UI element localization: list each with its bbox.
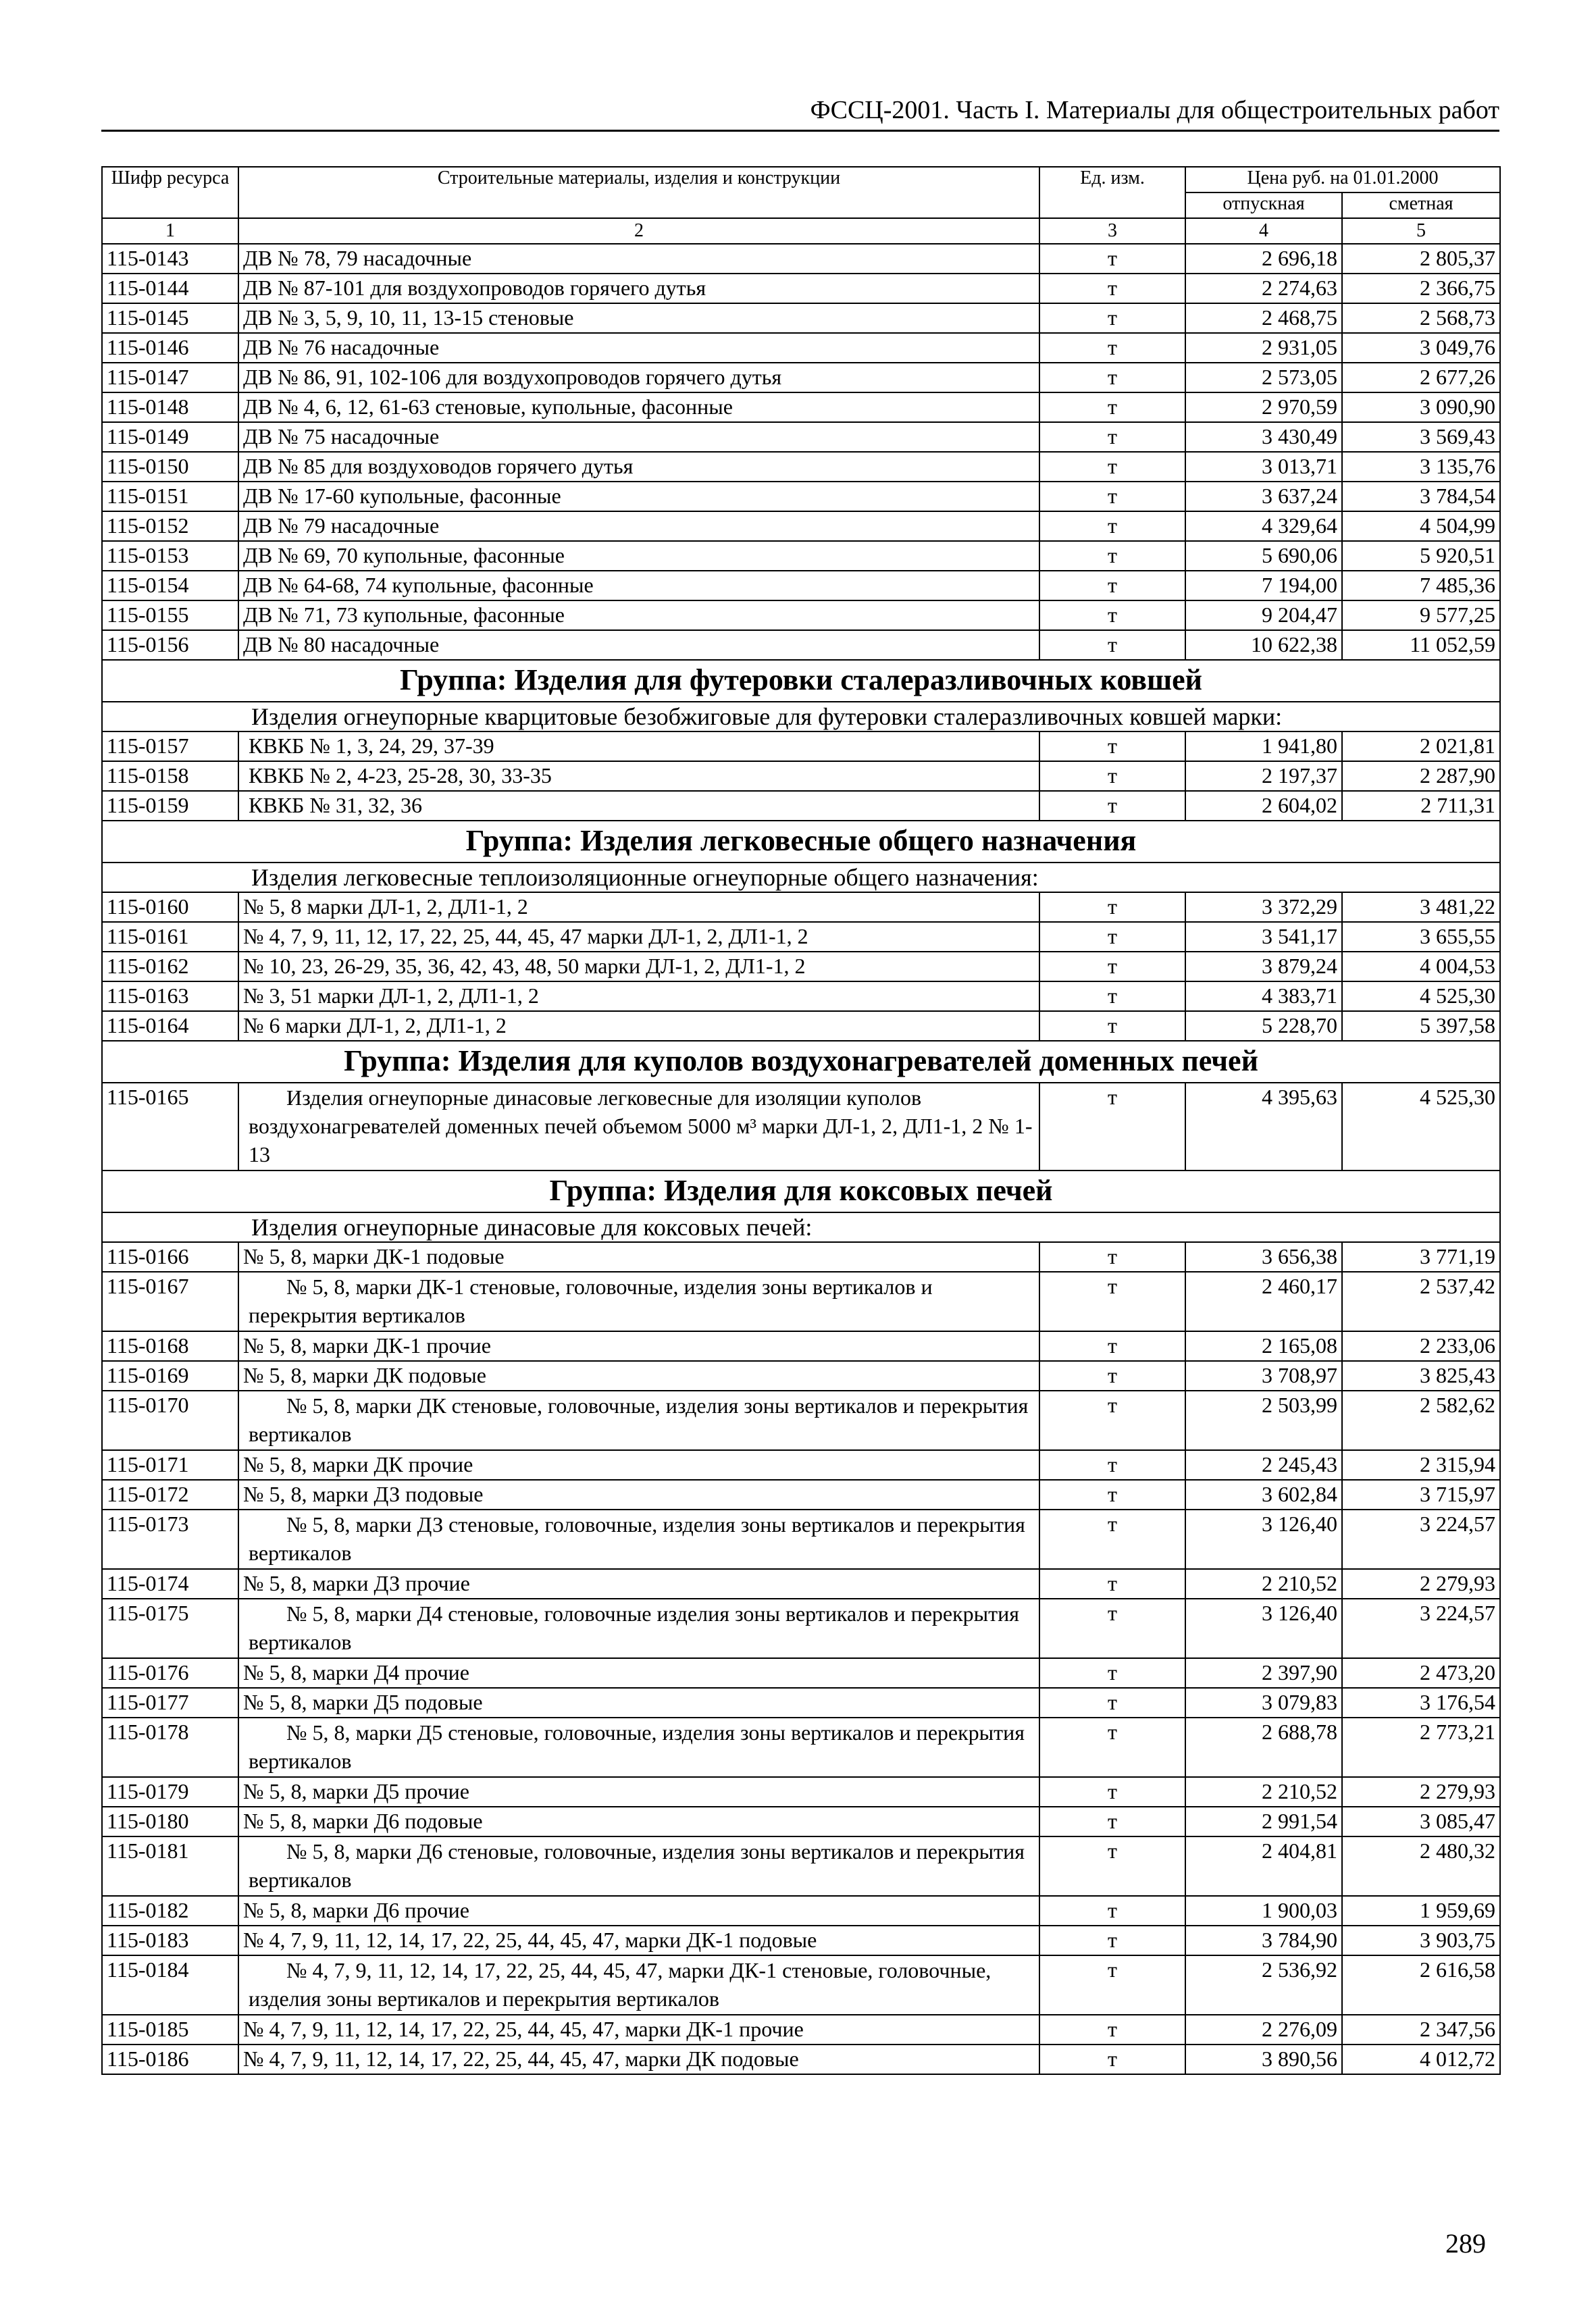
resource-code-cell: 115-0161 (102, 922, 238, 952)
page-number: 289 (1445, 2228, 1486, 2259)
release-price-cell: 2 688,78 (1185, 1718, 1342, 1777)
table-row (102, 1599, 1500, 1658)
unit-cell: т (1039, 2015, 1185, 2045)
table-row (102, 1391, 1500, 1450)
estimate-price-cell: 3 176,54 (1342, 1688, 1500, 1718)
subheading-row (102, 863, 1500, 892)
table-row (102, 731, 1500, 761)
table-row (102, 791, 1500, 821)
estimate-price-cell: 3 784,54 (1342, 482, 1500, 511)
resource-code-cell: 115-0167 (102, 1272, 238, 1331)
unit-cell: т (1039, 1955, 1185, 2015)
unit-cell: т (1039, 1480, 1185, 1510)
unit-cell: т (1039, 1272, 1185, 1331)
release-price-cell: 5 690,06 (1185, 541, 1342, 571)
table-row (102, 892, 1500, 922)
unit-cell: т (1039, 1718, 1185, 1777)
estimate-price-cell: 2 568,73 (1342, 303, 1500, 333)
estimate-price-cell: 5 920,51 (1342, 541, 1500, 571)
estimate-price-cell: 3 771,19 (1342, 1242, 1500, 1272)
group-heading: Группа: Изделия легковесные общего назначения (102, 821, 1500, 863)
subheading-row (102, 1212, 1500, 1242)
release-price-cell: 2 245,43 (1185, 1450, 1342, 1480)
unit-cell: т (1039, 1688, 1185, 1718)
resource-code-cell: 115-0181 (102, 1836, 238, 1896)
resource-code-cell: 115-0151 (102, 482, 238, 511)
table-row (102, 1480, 1500, 1510)
material-name-cell: № 4, 7, 9, 11, 12, 14, 17, 22, 25, 44, 45, 47, марки ДК-1 стеновые, головочные, изделия зоны вертикалов и перекрытия вертикалов (238, 1955, 1039, 2015)
unit-cell: т (1039, 1331, 1185, 1361)
material-name-cell: № 5, 8, марки ДК-1 стеновые, головочные, изделия зоны вертикалов и перекрытия вертикалов (238, 1272, 1039, 1331)
material-name-cell: ДВ № 85 для воздуховодов горячего дутья (238, 452, 1039, 482)
estimate-price-cell: 11 052,59 (1342, 630, 1500, 660)
release-price-cell: 3 708,97 (1185, 1361, 1342, 1391)
table-row (102, 1011, 1500, 1041)
unit-cell: т (1039, 791, 1185, 821)
table-row (102, 1926, 1500, 1955)
column-numbers-row (102, 218, 1500, 244)
group-heading: Группа: Изделия для футеровки сталеразливочных ковшей (102, 660, 1500, 702)
resource-code-cell: 115-0152 (102, 511, 238, 541)
resource-code-cell: 115-0170 (102, 1391, 238, 1450)
material-name-cell: ДВ № 87-101 для воздухопроводов горячего дутья (238, 274, 1039, 303)
unit-cell: т (1039, 1242, 1185, 1272)
estimate-price-cell: 4 525,30 (1342, 1083, 1500, 1171)
estimate-price-cell: 2 773,21 (1342, 1718, 1500, 1777)
table-row (102, 1083, 1500, 1171)
unit-cell: т (1039, 1777, 1185, 1807)
unit-cell: т (1039, 303, 1185, 333)
estimate-price-cell: 4 504,99 (1342, 511, 1500, 541)
material-name-cell: № 5, 8, марки ДЗ прочие (238, 1569, 1039, 1599)
estimate-price-cell: 1 959,69 (1342, 1896, 1500, 1926)
resource-code-cell: 115-0177 (102, 1688, 238, 1718)
unit-cell: т (1039, 1807, 1185, 1836)
estimate-price-cell: 2 677,26 (1342, 363, 1500, 392)
release-price-cell: 2 460,17 (1185, 1272, 1342, 1331)
table-row (102, 1718, 1500, 1777)
material-name-cell: КВКБ № 2, 4-23, 25-28, 30, 33-35 (238, 761, 1039, 791)
estimate-price-cell: 2 021,81 (1342, 731, 1500, 761)
estimate-price-cell: 2 480,32 (1342, 1836, 1500, 1896)
column-number: 3 (1039, 218, 1185, 244)
unit-cell: т (1039, 761, 1185, 791)
release-price-cell: 3 013,71 (1185, 452, 1342, 482)
material-name-cell: № 5, 8, марки ДК-1 подовые (238, 1242, 1039, 1272)
header-unit: Ед. изм. (1039, 167, 1185, 218)
release-price-cell: 7 194,00 (1185, 571, 1342, 600)
table-row (102, 1955, 1500, 2015)
release-price-cell: 3 541,17 (1185, 922, 1342, 952)
unit-cell: т (1039, 981, 1185, 1011)
resource-code-cell: 115-0185 (102, 2015, 238, 2045)
release-price-cell: 2 165,08 (1185, 1331, 1342, 1361)
estimate-price-cell: 3 481,22 (1342, 892, 1500, 922)
resource-code-cell: 115-0180 (102, 1807, 238, 1836)
estimate-price-cell: 2 315,94 (1342, 1450, 1500, 1480)
unit-cell: т (1039, 452, 1185, 482)
material-name-cell: ДВ № 75 насадочные (238, 422, 1039, 452)
resource-code-cell: 115-0182 (102, 1896, 238, 1926)
table-row (102, 1331, 1500, 1361)
resource-code-cell: 115-0174 (102, 1569, 238, 1599)
table-row (102, 1361, 1500, 1391)
group-heading: Группа: Изделия для коксовых печей (102, 1171, 1500, 1212)
material-name-cell: № 5, 8, марки Д6 подовые (238, 1807, 1039, 1836)
table-row (102, 761, 1500, 791)
resource-code-cell: 115-0186 (102, 2045, 238, 2074)
table-row (102, 392, 1500, 422)
release-price-cell: 3 784,90 (1185, 1926, 1342, 1955)
material-name-cell: № 4, 7, 9, 11, 12, 14, 17, 22, 25, 44, 45, 47, марки ДК-1 прочие (238, 2015, 1039, 2045)
material-name-cell: ДВ № 86, 91, 102-106 для воздухопроводов горячего дутья (238, 363, 1039, 392)
table-row (102, 482, 1500, 511)
material-name-cell: № 5, 8, марки ДК стеновые, головочные, изделия зоны вертикалов и перекрытия вертикалов (238, 1391, 1039, 1450)
material-name-cell: ДВ № 4, 6, 12, 61-63 стеновые, купольные, фасонные (238, 392, 1039, 422)
table-row (102, 571, 1500, 600)
unit-cell: т (1039, 731, 1185, 761)
estimate-price-cell: 2 347,56 (1342, 2015, 1500, 2045)
estimate-price-cell: 5 397,58 (1342, 1011, 1500, 1041)
unit-cell: т (1039, 482, 1185, 511)
material-name-cell: ДВ № 69, 70 купольные, фасонные (238, 541, 1039, 571)
table-row (102, 1896, 1500, 1926)
estimate-price-cell: 2 279,93 (1342, 1777, 1500, 1807)
material-name-cell: № 5, 8, марки ДК прочие (238, 1450, 1039, 1480)
release-price-cell: 3 430,49 (1185, 422, 1342, 452)
price-table (101, 166, 1501, 2075)
table-row (102, 274, 1500, 303)
resource-code-cell: 115-0144 (102, 274, 238, 303)
release-price-cell: 2 503,99 (1185, 1391, 1342, 1450)
group-heading-row (102, 821, 1500, 863)
unit-cell: т (1039, 1083, 1185, 1171)
estimate-price-cell: 4 525,30 (1342, 981, 1500, 1011)
table-row (102, 1242, 1500, 1272)
unit-cell: т (1039, 1658, 1185, 1688)
estimate-price-cell: 3 135,76 (1342, 452, 1500, 482)
estimate-price-cell: 2 279,93 (1342, 1569, 1500, 1599)
estimate-price-cell: 3 224,57 (1342, 1510, 1500, 1569)
release-price-cell: 1 900,03 (1185, 1896, 1342, 1926)
header-name: Строительные материалы, изделия и конструкции (238, 167, 1039, 218)
release-price-cell: 5 228,70 (1185, 1011, 1342, 1041)
material-name-cell: № 5, 8, марки ДЗ подовые (238, 1480, 1039, 1510)
release-price-cell: 2 536,92 (1185, 1955, 1342, 2015)
unit-cell: т (1039, 1391, 1185, 1450)
unit-cell: т (1039, 333, 1185, 363)
table-row (102, 922, 1500, 952)
release-price-cell: 3 656,38 (1185, 1242, 1342, 1272)
group-heading-row (102, 1171, 1500, 1212)
table-row (102, 630, 1500, 660)
estimate-price-cell: 2 711,31 (1342, 791, 1500, 821)
resource-code-cell: 115-0160 (102, 892, 238, 922)
resource-code-cell: 115-0171 (102, 1450, 238, 1480)
material-name-cell: ДВ № 64-68, 74 купольные, фасонные (238, 571, 1039, 600)
release-price-cell: 3 126,40 (1185, 1510, 1342, 1569)
group-heading-row (102, 660, 1500, 702)
estimate-price-cell: 2 233,06 (1342, 1331, 1500, 1361)
material-name-cell: № 4, 7, 9, 11, 12, 17, 22, 25, 44, 45, 47 марки ДЛ-1, 2, ДЛ1-1, 2 (238, 922, 1039, 952)
unit-cell: т (1039, 571, 1185, 600)
release-price-cell: 2 197,37 (1185, 761, 1342, 791)
material-name-cell: ДВ № 76 насадочные (238, 333, 1039, 363)
material-name-cell: № 3, 51 марки ДЛ-1, 2, ДЛ1-1, 2 (238, 981, 1039, 1011)
material-name-cell: ДВ № 17-60 купольные, фасонные (238, 482, 1039, 511)
unit-cell: т (1039, 952, 1185, 981)
table-row (102, 1688, 1500, 1718)
unit-cell: т (1039, 892, 1185, 922)
table-row (102, 511, 1500, 541)
material-name-cell: № 4, 7, 9, 11, 12, 14, 17, 22, 25, 44, 45, 47, марки ДК подовые (238, 2045, 1039, 2074)
release-price-cell: 2 276,09 (1185, 2015, 1342, 2045)
material-name-cell: ДВ № 78, 79 насадочные (238, 244, 1039, 274)
release-price-cell: 10 622,38 (1185, 630, 1342, 660)
column-number: 2 (238, 218, 1039, 244)
material-name-cell: № 5, 8, марки Д6 прочие (238, 1896, 1039, 1926)
release-price-cell: 1 941,80 (1185, 731, 1342, 761)
material-name-cell: № 10, 23, 26-29, 35, 36, 42, 43, 48, 50 марки ДЛ-1, 2, ДЛ1-1, 2 (238, 952, 1039, 981)
table-row (102, 1450, 1500, 1480)
table-row (102, 452, 1500, 482)
resource-code-cell: 115-0179 (102, 1777, 238, 1807)
estimate-price-cell: 3 715,97 (1342, 1480, 1500, 1510)
resource-code-cell: 115-0166 (102, 1242, 238, 1272)
table-body (102, 244, 1500, 2074)
release-price-cell: 9 204,47 (1185, 600, 1342, 630)
unit-cell: т (1039, 511, 1185, 541)
release-price-cell: 2 210,52 (1185, 1777, 1342, 1807)
material-name-cell: ДВ № 3, 5, 9, 10, 11, 13-15 стеновые (238, 303, 1039, 333)
resource-code-cell: 115-0168 (102, 1331, 238, 1361)
estimate-price-cell: 3 903,75 (1342, 1926, 1500, 1955)
resource-code-cell: 115-0178 (102, 1718, 238, 1777)
unit-cell: т (1039, 1011, 1185, 1041)
resource-code-cell: 115-0173 (102, 1510, 238, 1569)
table-row (102, 422, 1500, 452)
material-name-cell: № 6 марки ДЛ-1, 2, ДЛ1-1, 2 (238, 1011, 1039, 1041)
table-row (102, 952, 1500, 981)
estimate-price-cell: 3 224,57 (1342, 1599, 1500, 1658)
unit-cell: т (1039, 922, 1185, 952)
estimate-price-cell: 2 582,62 (1342, 1391, 1500, 1450)
table-row (102, 363, 1500, 392)
estimate-price-cell: 4 004,53 (1342, 952, 1500, 981)
release-price-cell: 2 696,18 (1185, 244, 1342, 274)
material-name-cell: ДВ № 80 насадочные (238, 630, 1039, 660)
material-name-cell: № 5, 8 марки ДЛ-1, 2, ДЛ1-1, 2 (238, 892, 1039, 922)
document-title: ФССЦ-2001. Часть I. Материалы для общестроительных работ (810, 96, 1499, 124)
unit-cell: т (1039, 1450, 1185, 1480)
resource-code-cell: 115-0164 (102, 1011, 238, 1041)
release-price-cell: 4 395,63 (1185, 1083, 1342, 1171)
unit-cell: т (1039, 1510, 1185, 1569)
subheading: Изделия легковесные теплоизоляционные огнеупорные общего назначения: (102, 863, 1500, 892)
resource-code-cell: 115-0145 (102, 303, 238, 333)
release-price-cell: 3 637,24 (1185, 482, 1342, 511)
estimate-price-cell: 4 012,72 (1342, 2045, 1500, 2074)
release-price-cell: 2 931,05 (1185, 333, 1342, 363)
unit-cell: т (1039, 363, 1185, 392)
material-name-cell: № 5, 8, марки Д4 прочие (238, 1658, 1039, 1688)
table-row (102, 303, 1500, 333)
estimate-price-cell: 9 577,25 (1342, 600, 1500, 630)
estimate-price-cell: 2 366,75 (1342, 274, 1500, 303)
resource-code-cell: 115-0154 (102, 571, 238, 600)
column-number: 5 (1342, 218, 1500, 244)
estimate-price-cell: 2 287,90 (1342, 761, 1500, 791)
material-name-cell: ДВ № 79 насадочные (238, 511, 1039, 541)
subheading: Изделия огнеупорные кварцитовые безобжиговые для футеровки сталеразливочных ковшей марки: (102, 702, 1500, 731)
release-price-cell: 2 991,54 (1185, 1807, 1342, 1836)
resource-code-cell: 115-0143 (102, 244, 238, 274)
estimate-price-cell: 3 569,43 (1342, 422, 1500, 452)
release-price-cell: 2 468,75 (1185, 303, 1342, 333)
estimate-price-cell: 7 485,36 (1342, 571, 1500, 600)
estimate-price-cell: 3 090,90 (1342, 392, 1500, 422)
subheading-row (102, 702, 1500, 731)
estimate-price-cell: 2 473,20 (1342, 1658, 1500, 1688)
resource-code-cell: 115-0147 (102, 363, 238, 392)
header-code: Шифр ресурса (102, 167, 238, 218)
material-name-cell: № 5, 8, марки Д5 прочие (238, 1777, 1039, 1807)
material-name-cell: Изделия огнеупорные динасовые легковесные для изоляции куполов воздухонагревателей доменных печей объемом 5000 м³ марки ДЛ-1, 2, ДЛ1-1, 2 № 1-13 (238, 1083, 1039, 1171)
table-row (102, 541, 1500, 571)
table-row (102, 1658, 1500, 1688)
column-number: 1 (102, 218, 238, 244)
unit-cell: т (1039, 1926, 1185, 1955)
resource-code-cell: 115-0176 (102, 1658, 238, 1688)
estimate-price-cell: 2 616,58 (1342, 1955, 1500, 2015)
table-row (102, 333, 1500, 363)
resource-code-cell: 115-0156 (102, 630, 238, 660)
resource-code-cell: 115-0150 (102, 452, 238, 482)
unit-cell: т (1039, 392, 1185, 422)
resource-code-cell: 115-0184 (102, 1955, 238, 2015)
subheading: Изделия огнеупорные динасовые для коксовых печей: (102, 1212, 1500, 1242)
table-row (102, 244, 1500, 274)
resource-code-cell: 115-0165 (102, 1083, 238, 1171)
release-price-cell: 3 372,29 (1185, 892, 1342, 922)
group-heading: Группа: Изделия для куполов воздухонагревателей доменных печей (102, 1041, 1500, 1083)
table-row (102, 2015, 1500, 2045)
table-row (102, 1807, 1500, 1836)
header-price: Цена руб. на 01.01.2000 (1185, 167, 1500, 192)
estimate-price-cell: 3 049,76 (1342, 333, 1500, 363)
material-name-cell: № 5, 8, марки ДК-1 прочие (238, 1331, 1039, 1361)
unit-cell: т (1039, 600, 1185, 630)
release-price-cell: 2 397,90 (1185, 1658, 1342, 1688)
unit-cell: т (1039, 1569, 1185, 1599)
material-name-cell: КВКБ № 1, 3, 24, 29, 37-39 (238, 731, 1039, 761)
estimate-price-cell: 2 805,37 (1342, 244, 1500, 274)
table-row (102, 1777, 1500, 1807)
resource-code-cell: 115-0149 (102, 422, 238, 452)
unit-cell: т (1039, 630, 1185, 660)
release-price-cell: 4 383,71 (1185, 981, 1342, 1011)
table-row (102, 1836, 1500, 1896)
resource-code-cell: 115-0153 (102, 541, 238, 571)
table-row (102, 2045, 1500, 2074)
resource-code-cell: 115-0175 (102, 1599, 238, 1658)
resource-code-cell: 115-0159 (102, 791, 238, 821)
resource-code-cell: 115-0172 (102, 1480, 238, 1510)
unit-cell: т (1039, 1361, 1185, 1391)
column-number: 4 (1185, 218, 1342, 244)
header-estimate-price: сметная (1342, 192, 1500, 218)
estimate-price-cell: 3 825,43 (1342, 1361, 1500, 1391)
resource-code-cell: 115-0162 (102, 952, 238, 981)
release-price-cell: 3 879,24 (1185, 952, 1342, 981)
resource-code-cell: 115-0163 (102, 981, 238, 1011)
unit-cell: т (1039, 1896, 1185, 1926)
estimate-price-cell: 2 537,42 (1342, 1272, 1500, 1331)
release-price-cell: 3 079,83 (1185, 1688, 1342, 1718)
table-row (102, 1510, 1500, 1569)
release-price-cell: 2 404,81 (1185, 1836, 1342, 1896)
unit-cell: т (1039, 274, 1185, 303)
unit-cell: т (1039, 1599, 1185, 1658)
release-price-cell: 3 126,40 (1185, 1599, 1342, 1658)
material-name-cell: № 5, 8, марки ДК подовые (238, 1361, 1039, 1391)
material-name-cell: № 5, 8, марки Д6 стеновые, головочные, изделия зоны вертикалов и перекрытия вертикалов (238, 1836, 1039, 1896)
material-name-cell: № 5, 8, марки ДЗ стеновые, головочные, изделия зоны вертикалов и перекрытия вертикалов (238, 1510, 1039, 1569)
estimate-price-cell: 3 655,55 (1342, 922, 1500, 952)
table-row (102, 1272, 1500, 1331)
material-name-cell: ДВ № 71, 73 купольные, фасонные (238, 600, 1039, 630)
resource-code-cell: 115-0158 (102, 761, 238, 791)
unit-cell: т (1039, 2045, 1185, 2074)
resource-code-cell: 115-0146 (102, 333, 238, 363)
resource-code-cell: 115-0148 (102, 392, 238, 422)
resource-code-cell: 115-0169 (102, 1361, 238, 1391)
material-name-cell: № 4, 7, 9, 11, 12, 14, 17, 22, 25, 44, 45, 47, марки ДК-1 подовые (238, 1926, 1039, 1955)
release-price-cell: 2 274,63 (1185, 274, 1342, 303)
release-price-cell: 3 602,84 (1185, 1480, 1342, 1510)
release-price-cell: 4 329,64 (1185, 511, 1342, 541)
group-heading-row (102, 1041, 1500, 1083)
material-name-cell: КВКБ № 31, 32, 36 (238, 791, 1039, 821)
resource-code-cell: 115-0155 (102, 600, 238, 630)
material-name-cell: № 5, 8, марки Д4 стеновые, головочные изделия зоны вертикалов и перекрытия вертикалов (238, 1599, 1039, 1658)
header-release-price: отпускная (1185, 192, 1342, 218)
page-header (101, 95, 1499, 132)
unit-cell: т (1039, 422, 1185, 452)
estimate-price-cell: 3 085,47 (1342, 1807, 1500, 1836)
resource-code-cell: 115-0157 (102, 731, 238, 761)
release-price-cell: 2 970,59 (1185, 392, 1342, 422)
table-row (102, 1569, 1500, 1599)
table-row (102, 981, 1500, 1011)
unit-cell: т (1039, 541, 1185, 571)
material-name-cell: № 5, 8, марки Д5 стеновые, головочные, изделия зоны вертикалов и перекрытия вертикалов (238, 1718, 1039, 1777)
release-price-cell: 2 604,02 (1185, 791, 1342, 821)
table-row (102, 600, 1500, 630)
release-price-cell: 2 210,52 (1185, 1569, 1342, 1599)
unit-cell: т (1039, 1836, 1185, 1896)
unit-cell: т (1039, 244, 1185, 274)
resource-code-cell: 115-0183 (102, 1926, 238, 1955)
release-price-cell: 2 573,05 (1185, 363, 1342, 392)
material-name-cell: № 5, 8, марки Д5 подовые (238, 1688, 1039, 1718)
release-price-cell: 3 890,56 (1185, 2045, 1342, 2074)
